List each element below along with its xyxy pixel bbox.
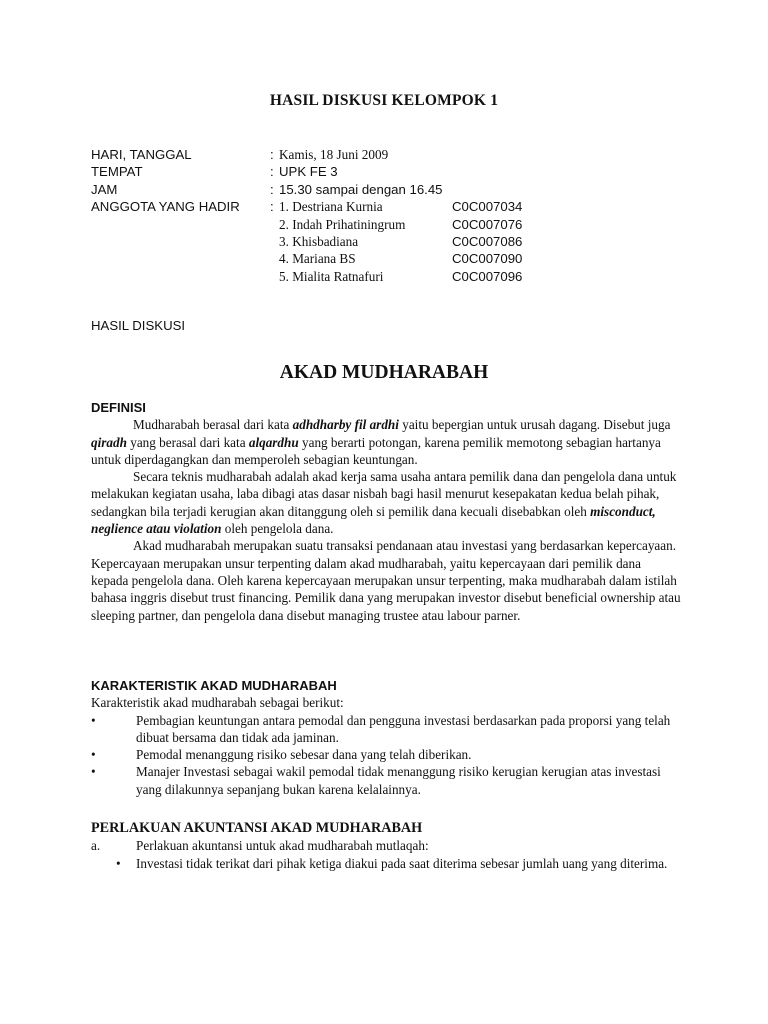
info-colon: : [270, 147, 274, 162]
member-code: C0C007034 [452, 199, 523, 215]
bullet-icon: • [91, 764, 96, 780]
term-italic: adhdharby fil ardhi [292, 417, 399, 433]
list-item-text: Manajer Investasi sebagai wakil pemodal tidak menanggung risiko kerugian kerugian atas investasi yang dilakunnya sepanjang bukan karena kelalainnya. [136, 764, 661, 797]
bullet-icon: • [91, 747, 96, 763]
text-run: Secara teknis mudharabah adalah akad kerja sama usaha antara pemilik dana dan pengelola dana untuk melakukan kegiatan usaha, laba dibagi atas dasar nisbah bagi hasil menurut kesepakatan kedua belah pihak, sedangkan bila terjadi kerugian akan ditanggung oleh si pemilik dana kecuali disebabkan oleh [91, 469, 677, 519]
paragraph [91, 468, 681, 537]
bullet-icon: • [116, 855, 121, 871]
member-code: C0C007086 [452, 233, 523, 249]
section-intro: Karakteristik akad mudharabah sebagai berikut: [91, 695, 344, 711]
definisi-section [91, 399, 681, 624]
member-code: C0C007076 [452, 216, 523, 232]
section-heading: PERLAKUAN AKUNTANSI AKAD MUDHARABAH [91, 820, 423, 836]
sub-item [91, 837, 681, 854]
list-item [91, 746, 681, 763]
perlakuan-section [91, 820, 681, 872]
list-item-text: Investasi tidak terikat dari pihak ketiga diakui pada saat diterima sebesar jumlah uang yang diterima. [136, 855, 668, 871]
info-colon: : [270, 181, 274, 197]
info-colon: : [270, 164, 274, 180]
text-run: Mudharabah berasal dari kata [133, 417, 293, 433]
sub-item-text: Perlakuan akuntansi untuk akad mudharabah mutlaqah: [136, 838, 429, 854]
section-heading: KARAKTERISTIK AKAD MUDHARABAH [91, 678, 337, 693]
paragraph: Akad mudharabah merupakan suatu transaksi pendanaan atau investasi yang berdasarkan kepercayaan. Kepercayaan merupakan unsur terpenting dalam akad mudharabah, yaitu kepercayaan dari pemilik dana kepada pengelola dana. Oleh karena kepercayaan merupakan unsur terpenting, maka mudharabah dalam istilah bahasa inggris disebut trust financing. Pemilik dana yang merupakan investor disebut beneficial ownership atau sleeping partner, dan pengelola dana disebut managing trustee atau labour parner. [91, 538, 681, 623]
info-value: 15.30 sampai dengan 16.45 [279, 181, 443, 197]
info-value: UPK FE 3 [279, 164, 338, 180]
main-heading: AKAD MUDHARABAH [279, 362, 489, 383]
member-name: 2. Indah Prihatiningrum [279, 216, 406, 232]
info-label: ANGGOTA YANG HADIR [91, 199, 240, 215]
info-colon: : [270, 199, 274, 215]
list-marker: a. [91, 838, 101, 854]
text-run: yang berarti potongan, karena pemilik memotong sebagian hartanya untuk diperdagangkan dan memperoleh sebagian keuntungan. [91, 434, 661, 467]
list-item [91, 712, 681, 747]
list-item [91, 763, 681, 798]
member-name: 3. Khisbadiana [279, 233, 359, 249]
text-run: yaitu bepergian untuk urusah dagang. Disebut juga [398, 417, 671, 433]
info-label: JAM [91, 181, 118, 197]
hasil-diskusi-label: HASIL DISKUSI [91, 318, 186, 333]
info-label: HARI, TANGGAL [91, 147, 192, 162]
term-italic: misconduct, neglience atau violation [91, 503, 656, 537]
list-item [91, 855, 681, 872]
member-name: 4. Mariana BS [279, 251, 356, 267]
member-code: C0C007096 [452, 268, 523, 284]
term-italic: qiradh [91, 434, 127, 450]
info-label: TEMPAT [91, 164, 143, 180]
section-heading: DEFINISI [91, 400, 146, 415]
document-title: HASIL DISKUSI KELOMPOK 1 [269, 92, 499, 109]
list-item-text: Pemodal menanggung risiko sebesar dana yang telah diberikan. [136, 747, 472, 763]
bullet-icon: • [91, 712, 96, 728]
member-name: 1. Destriana Kurnia [279, 199, 383, 215]
term-italic: alqardhu [248, 434, 299, 450]
karakteristik-section [91, 677, 681, 798]
list-item-text: Pembagian keuntungan antara pemodal dan pengguna investasi berdasarkan pada proporsi yang telah dibuat bersama dan tidak ada jaminan. [136, 712, 671, 745]
info-value: Kamis, 18 Juni 2009 [279, 147, 389, 162]
text-run: yang berasal dari kata [126, 434, 249, 450]
paragraph [91, 416, 681, 468]
text-run: oleh pengelola dana. [221, 521, 334, 537]
member-name: 5. Mialita Ratnafuri [279, 268, 384, 284]
member-code: C0C007090 [452, 251, 523, 267]
